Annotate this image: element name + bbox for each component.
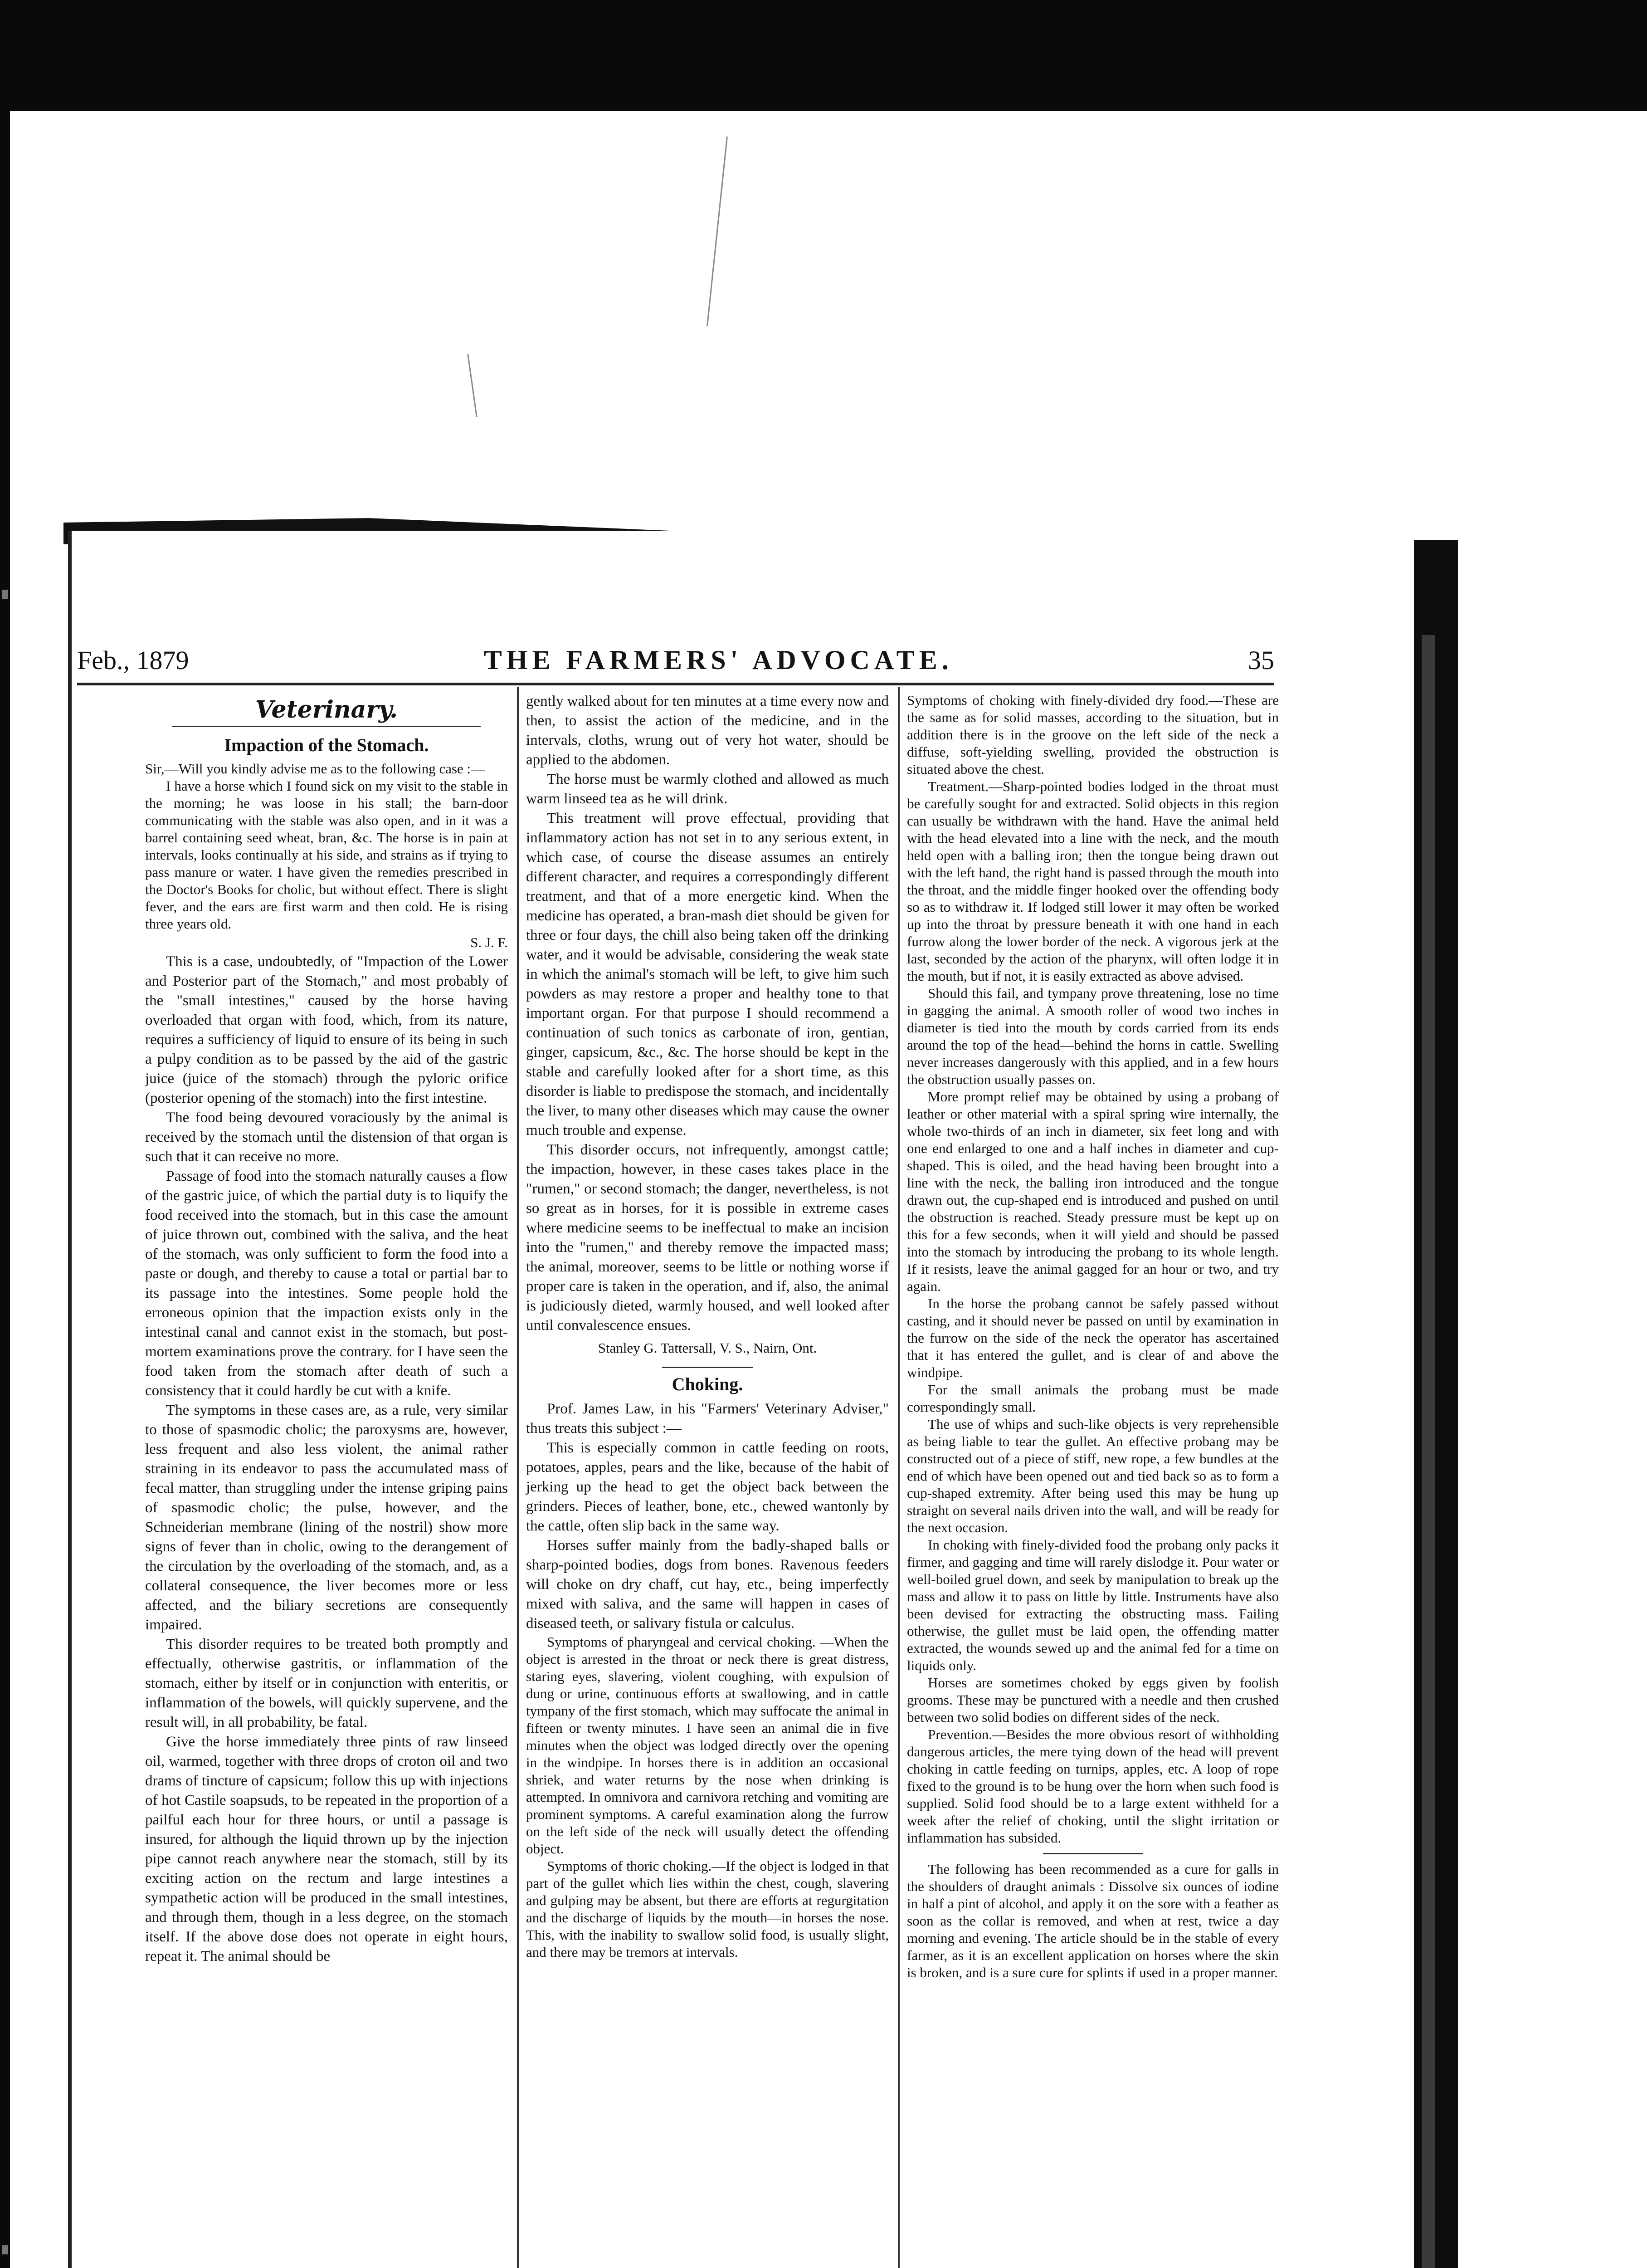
column-1 xyxy=(145,692,508,1966)
column-2 xyxy=(526,692,889,1961)
article-paragraph: More prompt relief may be obtained by using a probang of leather or other material with a spiral spring wire internally, the whole two-thirds of an inch in diameter, six feet long and with one end enlarged to one and a half inches in diameter and cup-shaped. This is oiled, and the head having been brought into a line with the neck, the balling iron introduced and the tongue drawn out, the cup-shaped end is introduced and pushed on until the obstruction is reached. Steady pressure must be kept up on this for a few seconds, when it will yield and should be passed into the stomach by introducing the probang to its whole length. If it resists, leave the animal gagged for an hour or two, and try again. xyxy=(907,1089,1279,1294)
article-paragraph: Treatment.—Sharp-pointed bodies lodged in the throat must be carefully sought for and extracted. Solid objects in this region can usually be withdrawn with the hand. Have the animal held with the head elevated into a line with the neck, and the mouth held open with a balling iron; then the tongue being drawn out with the left hand, the right hand is passed through the mouth into the throat, and the middle finger hooked over the offending body so as to withdraw it. If lodged still lower it may often be worked up into the throat by pressure beneath it with one hand in each furrow along the lower border of the neck. A vigorous jerk at the last, seconded by the action of the pharynx, will often lodge it in the mouth, but if not, it is easily extracted as above advised. xyxy=(907,778,1279,984)
margin-mark xyxy=(2,590,8,599)
article-paragraph: Prevention.—Besides the more obvious resort of withholding dangerous articles, the mere tying down of the head will prevent choking in cattle feeding on turnips, apples, etc. A loop of rope fixed to the ground is to be hung over the horn when such food is supplied. Solid food should be to a large extent withheld for a week after the relief of choking, until the slight irritation or inflammation has subsided. xyxy=(907,1726,1279,1846)
column-rule xyxy=(517,687,519,2268)
scan-border-top xyxy=(0,0,1647,111)
article-paragraph: This disorder requires to be treated both promptly and effectually, otherwise gastritis, or inflammation of the stomach, either by itself or in conjunction with enteritis, or inflammation of the bowels, will quickly supervene, and the result will, in all probability, be fatal. xyxy=(145,1636,508,1730)
page-header xyxy=(77,640,1274,680)
header-rule xyxy=(77,683,1274,685)
article-paragraph: This treatment will prove effectual, providing that inflammatory action has not set in to any serious extent, in which case, of course the disease assumes an entirely different character, and requires a correspondingly different treatment, and that of a more energetic kind. When the medicine has operated, a bran-mash diet should be given for three or four days, the chill also being taken off the drinking water, and it would be advisable, considering the weak state in which the animal's stomach will be left, to give him such powders as may restore a proper and healthy tone to that important organ. For that purpose I should recommend a continuation of such tonics as carbonate of iron, gentian, ginger, capsicum, &c., &c. The horse should be kept in the stable and carefully looked after for a short time, as this disorder is liable to predispose the stomach, and incidentally the liver, to many other diseases which may cause the owner much trouble and expense. xyxy=(526,810,889,1139)
article-paragraph: The symptoms in these cases are, as a rule, very similar to those of spasmodic cholic; the paroxysms are, however, less frequent and also less violent, the animal rather straining in its endeavor to pass the accumulated mass of fecal matter, than struggling under the intense griping pains of spasmodic cholic; the pulse, however, and the Schneiderian membrane (lining of the nostril) show more signs of fever than in cholic, owing to the derangement of the circulation by the overloading of the stomach, and, as a collateral consequence, the liver becomes more or less affected, and the biliary secretions are consequently impaired. xyxy=(145,1402,508,1633)
article-paragraph: Horses suffer mainly from the badly-shaped balls or sharp-pointed bodies, dogs from bones. Ravenous feeders will choke on dry chaff, cut hay, etc., being imperfectly mixed with saliva, and the same will happen in cases of diseased teeth, or salivary fistula or calculus. xyxy=(526,1537,889,1632)
letter-paragraph: Sir,—Will you kindly advise me as to the following case :— xyxy=(145,761,485,777)
article-paragraph: The horse must be warmly clothed and allowed as much warm linseed tea as he will drink. xyxy=(526,771,889,807)
issue-date: Feb., 1879 xyxy=(77,645,189,675)
margin-mark xyxy=(2,2245,8,2254)
article-paragraph: Symptoms of pharyngeal and cervical choking. —When the object is arrested in the throat or neck there is great distress, staring eyes, slavering, violent coughing, with expulsion of dung or urine, continuous efforts at swallowing, and in cattle tympany of the first stomach, which may suffocate the animal in fifteen or twenty minutes. I have seen an animal die in five minutes when the object was lodged directly over the opening in the windpipe. In horses there is in addition an occasional shriek, and water returns by the nose when drinking is attempted. In omnivora and carnivora retching and vomiting are prominent symptoms. A careful examination along the furrow on the left side of the neck will usually detect the offending object. xyxy=(526,1634,889,1857)
article-paragraph: For the small animals the probang must be made correspondingly small. xyxy=(907,1382,1279,1415)
article-paragraph: In choking with finely-divided food the probang only packs it firmer, and gagging and time will rarely dislodge it. Pour water or well-boiled gruel down, and seek by manipulation to break up the mass and allow it to pass on little by little. Instruments have also been devised for extracting the obstructing mass. Failing otherwise, the gullet must be laid open, the offending matter extracted, the wounds sewed up and the animal fed for a time on liquids only. xyxy=(907,1537,1279,1673)
article-divider xyxy=(1043,1853,1143,1854)
article-paragraph: This is a case, undoubtedly, of "Impaction of the Lower and Posterior part of the Stomach," and most probably of the "small intestines," caused by the horse having overloaded that organ with food, which, from its nature, requires a sufficiency of liquid to ensure of its being in such a pulpy condition as to be passed by the aid of the gastric juice (juice of the stomach) through the pyloric orifice (posterior opening of the stomach) into the first intestine. xyxy=(145,953,508,1106)
article-title: Impaction of the Stomach. xyxy=(224,735,429,755)
article-paragraph: Symptoms of thoric choking.—If the object is lodged in that part of the gullet which lies within the chest, cough, slavering and gulping may be absent, but there are efforts at regurgitation and the discharge of liquids by the mouth—in horses the nose. This, with the inability to swallow solid food, is usually slight, and there may be tremors at intervals. xyxy=(526,1858,889,1960)
article-paragraph: Give the horse immediately three pints of raw linseed oil, warmed, together with three drops of croton oil and two drams of tincture of capsicum; follow this up with injections of hot Castile soapsuds, to be repeated in the proportion of a pailful each hour for three hours, or until a passage is insured, for although the liquid thrown up by the injection pipe cannot reach anywhere near the stomach, still by its exciting action on the rectum and large intestines a sympathetic action will be produced in the small intestines, and through them, though in a less degree, on the stomach itself. If the above dose does not operate in eight hours, repeat it. The animal should be xyxy=(145,1734,508,1965)
article-title: Choking. xyxy=(672,1374,743,1394)
article-paragraph: Passage of food into the stomach naturally causes a flow of the gastric juice, of which the partial duty is to liquify the food received into the stomach, but in this case the amount of juice thrown out, combined with the saliva, and the heat of the stomach, was only sufficient to form the food into a paste or dough, and thereby to cause a total or partial bar to its passage into the intestines. Some people hold the erroneous opinion that the impaction exists only in the intestinal canal and cannot exist in the stomach, but post-mortem examinations prove the contrary. for I have seen the food taken from the stomach after death of such a consistency that it could hardly be cut with a knife. xyxy=(145,1168,508,1399)
section-rule xyxy=(172,726,481,727)
article-paragraph: The use of whips and such-like objects is very reprehensible as being liable to tear the gullet. An effective probang may be constructed out of a piece of stiff, new rope, a few bundles at the end of which have been opened out and tied back so as to form a cup-shaped extremity. After being used this may be hung up straight on several nails driven into the wall, and will be ready for the next occasion. xyxy=(907,1416,1279,1535)
article-paragraph: This is especially common in cattle feeding on roots, potatoes, apples, pears and the like, because of the habit of jerking up the head to get the object back between the grinders. Pieces of leather, bone, etc., chewed wantonly by the cattle, often slip back in the same way. xyxy=(526,1440,889,1534)
page-number: 35 xyxy=(1247,645,1274,675)
book-spine-inner xyxy=(1422,635,1435,2268)
article-divider xyxy=(662,1367,753,1368)
scan-artifact-line xyxy=(467,354,477,417)
section-title: Veterinary. xyxy=(255,696,398,723)
column-3 xyxy=(907,692,1279,1981)
scan-binding-edge xyxy=(0,111,10,2268)
article-paragraph: In the horse the probang cannot be safely passed without casting, and it should never be passed on until by examination in the furrow on the side of the neck the operator has ascertained that it has entered the gullet, and is clear of and above the windpipe. xyxy=(907,1295,1279,1380)
article-paragraph: Horses are sometimes choked by eggs given by foolish grooms. These may be punctured with a needle and then crushed between two solid bodies on different sides of the neck. xyxy=(907,1675,1279,1725)
article-paragraph: Prof. James Law, in his "Farmers' Veterinary Adviser," thus treats this subject :— xyxy=(526,1401,889,1437)
article-paragraph: Symptoms of choking with finely-divided dry food.—These are the same as for solid masses, according to the situation, but in addition there is in the groove on the left side of the neck a diffuse, soft-yielding swelling, provided the obstruction is situated above the chest. xyxy=(907,692,1279,777)
column-rule xyxy=(898,687,900,2268)
article-paragraph: gently walked about for ten minutes at a time every now and then, to assist the action of the medicine, and in the intervals, cloths, wrung out of very hot water, should be applied to the abdomen. xyxy=(526,693,889,768)
letter-signature: S. J. F. xyxy=(470,934,508,950)
letter-paragraph: I have a horse which I found sick on my visit to the stable in the morning; he was loose in his stall; the barn-door communicating with the stable was also open, and in it was a barrel containing seed wheat, bran, &c. The horse is in pain at intervals, looks continually at his side, and strains as if trying to pass manure or water. I have given the remedies prescribed in the Doctor's Books for cholic, but without effect. There is slight fever, and the ears are first warm and then cold. He is rising three years old. xyxy=(145,778,508,932)
article-paragraph: The food being devoured voraciously by the animal is received by the stomach until the distension of that organ is such that it can receive no more. xyxy=(145,1110,508,1165)
article-signature: Stanley G. Tattersall, V. S., Nairn, Ont. xyxy=(598,1340,817,1356)
note-paragraph: The following has been recommended as a cure for galls in the shoulders of draught animals : Dissolve six ounces of iodine in half a pint of alcohol, and apply it on the sore with a feather as soon as the collar is removed, and when at rest, twice a day morning and evening. The article should be in the stable of every farmer, as it is an excellent application on horses where the skin is broken, and is a sure cure for splints if used in a proper manner. xyxy=(907,1861,1279,1980)
masthead: THE FARMERS' ADVOCATE. xyxy=(483,645,953,675)
article-paragraph: This disorder occurs, not infrequently, amongst cattle; the impaction, however, in these cases takes place in the "rumen," or second stomach; the danger, nevertheless, is not so great as in horses, for it is possible in extreme cases where medicine seems to be ineffectual to make an incision into the "rumen," and thereby remove the impacted mass; the animal, moreover, seems to be little or nothing worse if proper care is taken in the operation, and if, also, the animal is judiciously dieted, warmly housed, and well looked after until convalescence ensues. xyxy=(526,1142,889,1334)
article-paragraph: Should this fail, and tympany prove threatening, lose no time in gagging the animal. A smooth roller of wood two inches in diameter is tied into the mouth by cords carried from its ends around the top of the head—behind the horns in cattle. Swelling never increases dangerously with this applied, and in a few hours the obstruction usually passes on. xyxy=(907,985,1279,1087)
scan-artifact-line xyxy=(707,137,728,326)
